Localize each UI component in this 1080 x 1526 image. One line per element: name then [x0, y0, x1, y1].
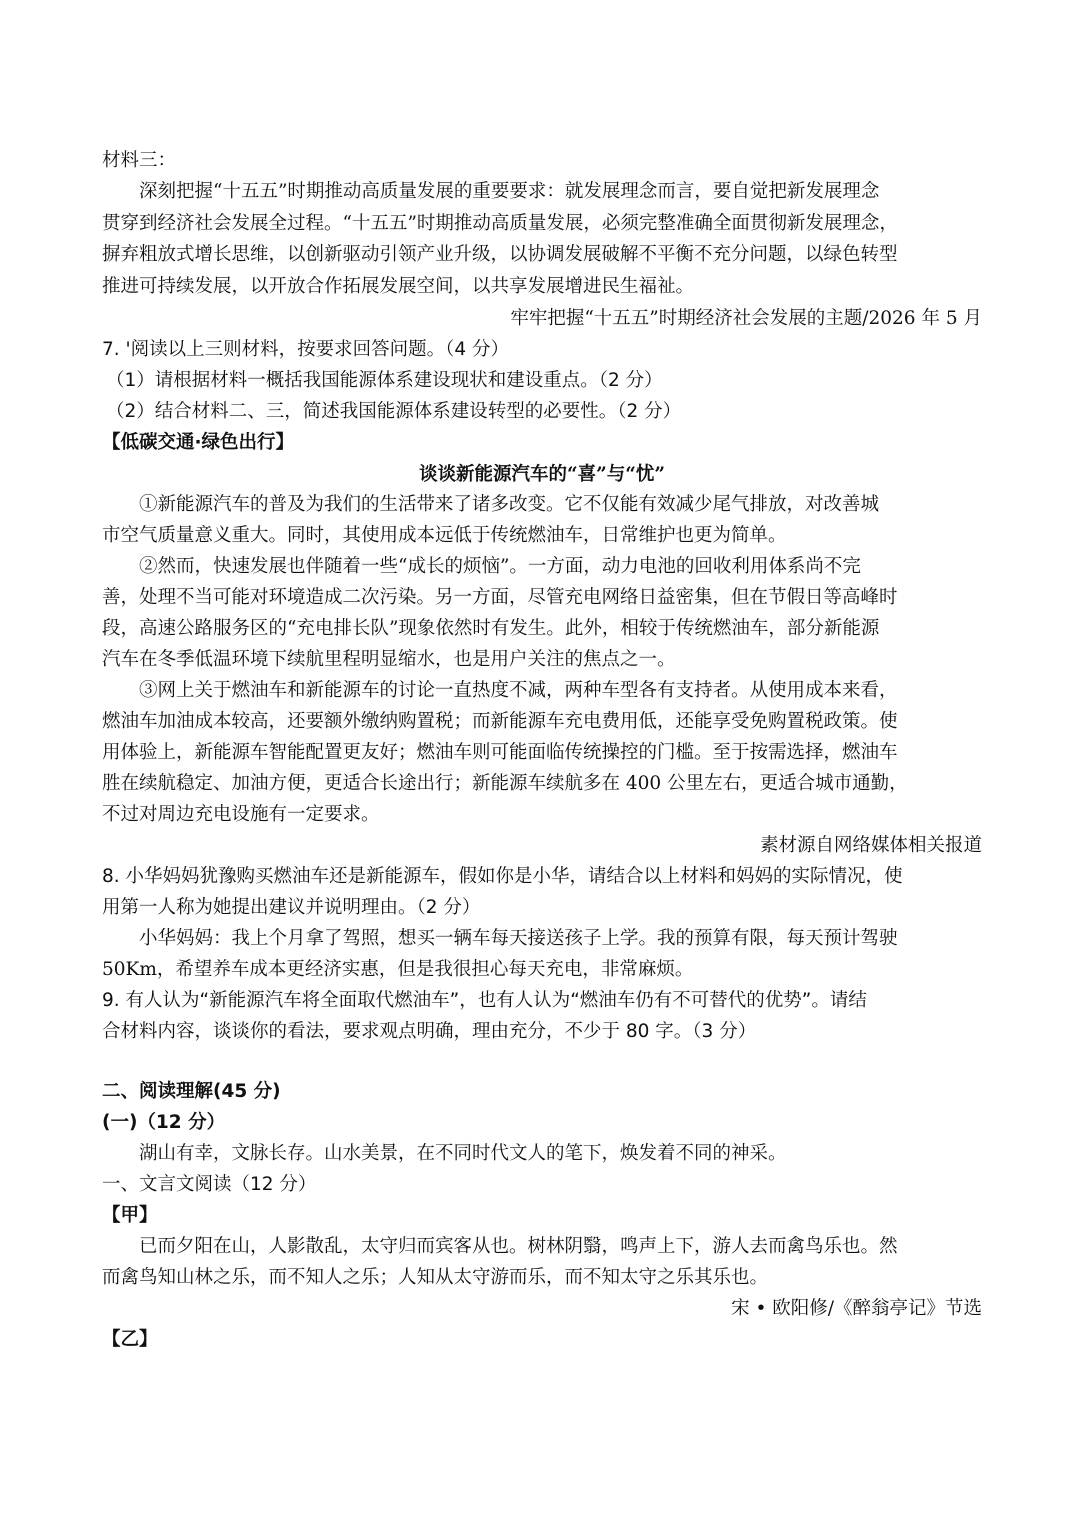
part2-heading: 二、阅读理解(45 分) [102, 1081, 281, 1102]
article-p3-line-5: 不过对周边充电设施有一定要求。 [102, 804, 380, 825]
classical-heading: 一、文言文阅读（12 分） [102, 1174, 317, 1195]
article-p3-line-4: 胜在续航稳定、加油方便，更适合长途出行；新能源车续航多在 400 公里左右，更适合城市通勤， [102, 773, 908, 794]
material3-source: 牢牢把握“十五五”时期经济社会发展的主题/2026 年 5 月 [510, 308, 982, 329]
article-p2-line-1: ②然而，快速发展也伴随着一些“成长的烦恼”。一方面，动力电池的回收利用体系尚不完 [139, 556, 861, 577]
material3-line-4: 推进可持续发展，以开放合作拓展发展空间，以共享发展增进民生福祉。 [102, 276, 695, 297]
q7-stem: 7. '阅读以上三则材料，按要求回答问题。（4 分） [102, 339, 510, 360]
material3-line-2: 贯穿到经济社会发展全过程。“十五五”时期推动高质量发展，必须完整准确全面贯彻新发展理念， [102, 213, 898, 234]
q9-stem-line-2: 合材料内容，谈谈你的看法，要求观点明确，理由充分，不少于 80 字。（3 分） [102, 1021, 757, 1042]
article-p2-line-2: 善，处理不当可能对环境造成二次污染。另一方面，尽管充电网络日益密集，但在节假日等高峰时 [102, 587, 898, 608]
jia-source: 宋 • 欧阳修/《醉翁亭记》节选 [731, 1298, 982, 1319]
q8-stem-line-1: 8. 小华妈妈犹豫购买燃油车还是新能源车，假如你是小华，请结合以上材料和妈妈的实际情况，使 [102, 866, 903, 887]
q8-stem-line-2: 用第一人称为她提出建议并说明理由。（2 分） [102, 897, 481, 918]
article-p1-line-2: 市空气质量意义重大。同时，其使用成本远低于传统燃油车，日常维护也更为简单。 [102, 525, 787, 546]
section-heading-green: 【低碳交通·绿色出行】 [102, 432, 295, 453]
material3-line-1: 深刻把握“十五五”时期推动高质量发展的重要要求：就发展理念而言，要自觉把新发展理念 [139, 181, 880, 202]
q7-sub-2: （2）结合材料二、三，简述我国能源体系建设转型的必要性。（2 分） [106, 401, 682, 422]
jia-label: 【甲】 [102, 1205, 158, 1226]
article-p3-line-2: 燃油车加油成本较高，还要额外缴纳购置税；而新能源车充电费用低，还能享受免购置税政策。使 [102, 711, 898, 732]
part2-intro: 湖山有幸，文脉长存。山水美景，在不同时代文人的笔下，焕发着不同的神采。 [139, 1143, 787, 1164]
part2-sub-heading: (一)（12 分） [102, 1112, 226, 1133]
article-p2-line-4: 汽车在冬季低温环境下续航里程明显缩水，也是用户关注的焦点之一。 [102, 649, 676, 670]
q8-mom-line-1: 小华妈妈：我上个月拿了驾照，想买一辆车每天接送孩子上学。我的预算有限，每天预计驾驶 [139, 928, 898, 949]
jia-text-line-2: 而禽鸟知山林之乐，而不知人之乐；人知从太守游而乐，而不知太守之乐其乐也。 [102, 1267, 769, 1288]
article-p3-line-3: 用体验上，新能源车智能配置更友好；燃油车则可能面临传统操控的门槛。至于按需选择，燃油车 [102, 742, 898, 763]
article-p3-line-1: ③网上关于燃油车和新能源车的讨论一直热度不减，两种车型各有支持者。从使用成本来看， [139, 680, 898, 701]
yi-label: 【乙】 [102, 1329, 158, 1350]
material3-line-3: 摒弃粗放式增长思维，以创新驱动引领产业升级，以协调发展破解不平衡不充分问题，以绿色转型 [102, 244, 898, 265]
article-source: 素材源自网络媒体相关报道 [759, 835, 982, 856]
article-p1-line-1: ①新能源汽车的普及为我们的生活带来了诸多改变。它不仅能有效减少尾气排放，对改善城 [139, 494, 880, 515]
article-title: 谈谈新能源汽车的“喜”与“忧” [418, 464, 666, 485]
material3-heading: 材料三： [102, 150, 177, 171]
jia-text-line-1: 已而夕阳在山，人影散乱，太守归而宾客从也。树林阴翳，鸣声上下，游人去而禽鸟乐也。然 [139, 1236, 898, 1257]
q7-sub-1: （1）请根据材料一概括我国能源体系建设现状和建设重点。（2 分） [106, 370, 663, 391]
q9-stem-line-1: 9. 有人认为“新能源汽车将全面取代燃油车”，也有人认为“燃油车仍有不可替代的优势”。请结 [102, 990, 867, 1011]
article-p2-line-3: 段，高速公路服务区的“充电排长队”现象依然时有发生。此外，相较于传统燃油车，部分新能源 [102, 618, 880, 639]
q8-mom-line-2: 50Km，希望养车成本更经济实惠，但是我很担心每天充电，非常麻烦。 [102, 959, 694, 980]
